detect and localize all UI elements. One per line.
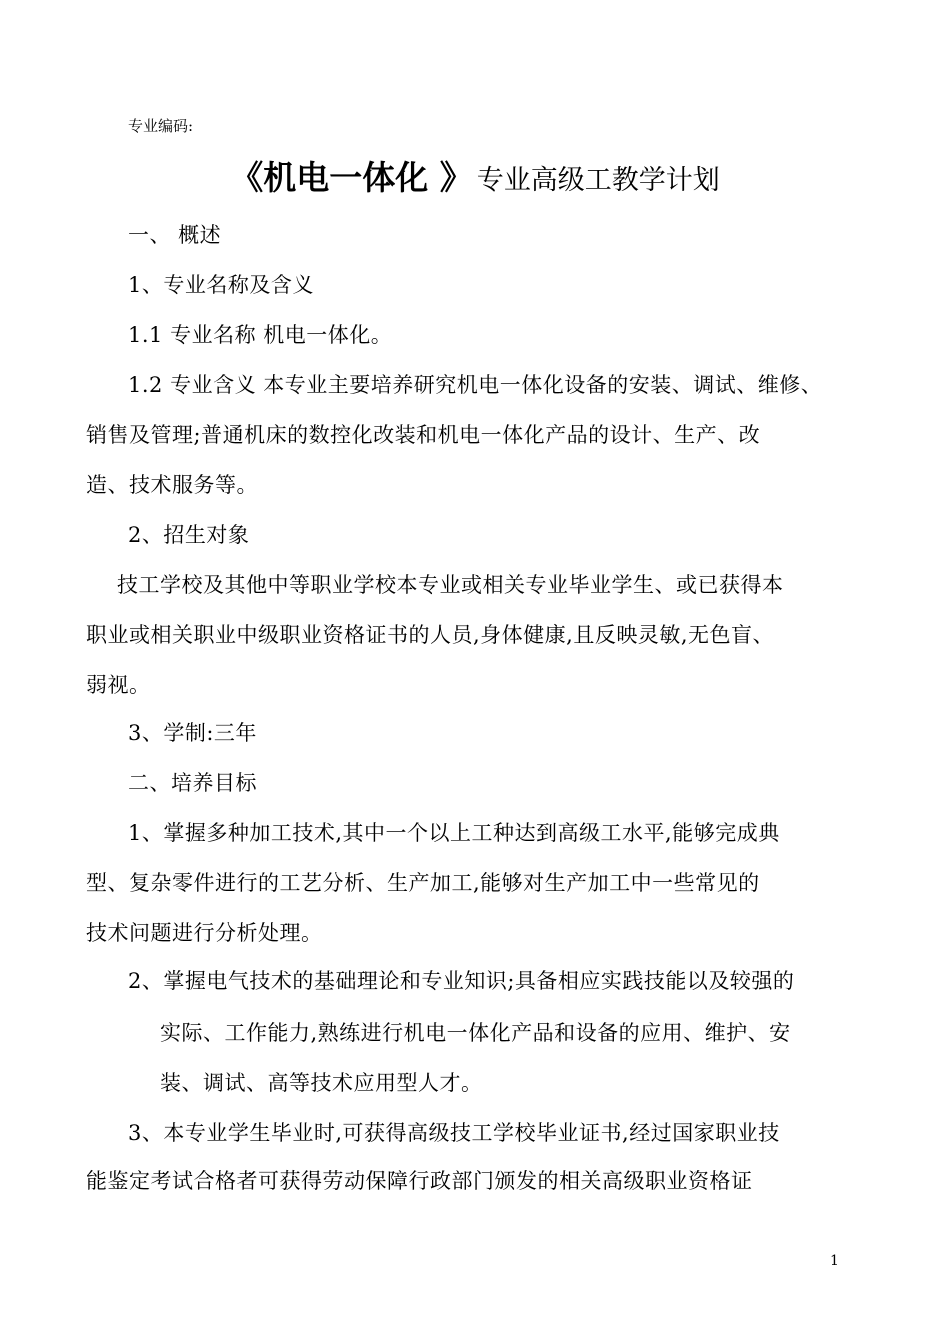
item-1-2-line-2: 销售及管理;普通机床的数控化改装和机电一体化产品的设计、生产、改 [86,423,761,447]
section-2-heading: 二、培养目标 [128,771,257,795]
major-code-label: 专业编码: [128,117,194,135]
title-plan-name: 专业高级工教学计划 [476,165,720,196]
goal-1-line-3: 技术问题进行分析处理。 [86,921,323,945]
item-1-2-line-3: 造、技术服务等。 [86,473,258,497]
document-title [0,152,950,210]
goal-2-line-2: 实际、工作能力,熟练进行机电一体化产品和设备的应用、维护、安 [160,1021,791,1045]
goal-3-line-2: 能鉴定考试合格者可获得劳动保障行政部门颁发的相关高级职业资格证 [86,1169,753,1193]
item-1-1-text: 1.1 专业名称 机电一体化。 [128,323,393,347]
goal-2-line-1: 2、掌握电气技术的基础理论和专业知识;具备相应实践技能以及较强的 [128,969,795,993]
item-2-heading: 2、招生对象 [128,523,250,547]
goal-1-line-2: 型、复杂零件进行的工艺分析、生产加工,能够对生产加工中一些常见的 [86,871,760,895]
item-1-2-line-1: 1.2 专业含义 本专业主要培养研究机电一体化设备的安装、调试、维修、 [128,373,823,397]
goal-3-line-1: 3、本专业学生毕业时,可获得高级技工学校毕业证书,经过国家职业技 [128,1121,780,1145]
section-1-heading: 一、 概述 [128,223,222,247]
item-2-line-2: 职业或相关职业中级职业资格证书的人员,身体健康,且反映灵敏,无色盲、 [86,623,775,647]
goal-2-line-3: 装、调试、高等技术应用型人才。 [160,1071,483,1095]
item-2-line-1: 技工学校及其他中等职业学校本专业或相关专业毕业学生、或已获得本 [117,573,784,597]
title-major-name: 《机电一体化 》 [230,158,473,197]
goal-1-line-1: 1、掌握多种加工技术,其中一个以上工种达到高级工水平,能够完成典 [128,821,780,845]
item-3-text: 3、学制:三年 [128,721,257,745]
page-number: 1 [830,1253,839,1269]
item-2-line-3: 弱视。 [86,673,151,697]
item-1-heading: 1、专业名称及含义 [128,273,314,297]
